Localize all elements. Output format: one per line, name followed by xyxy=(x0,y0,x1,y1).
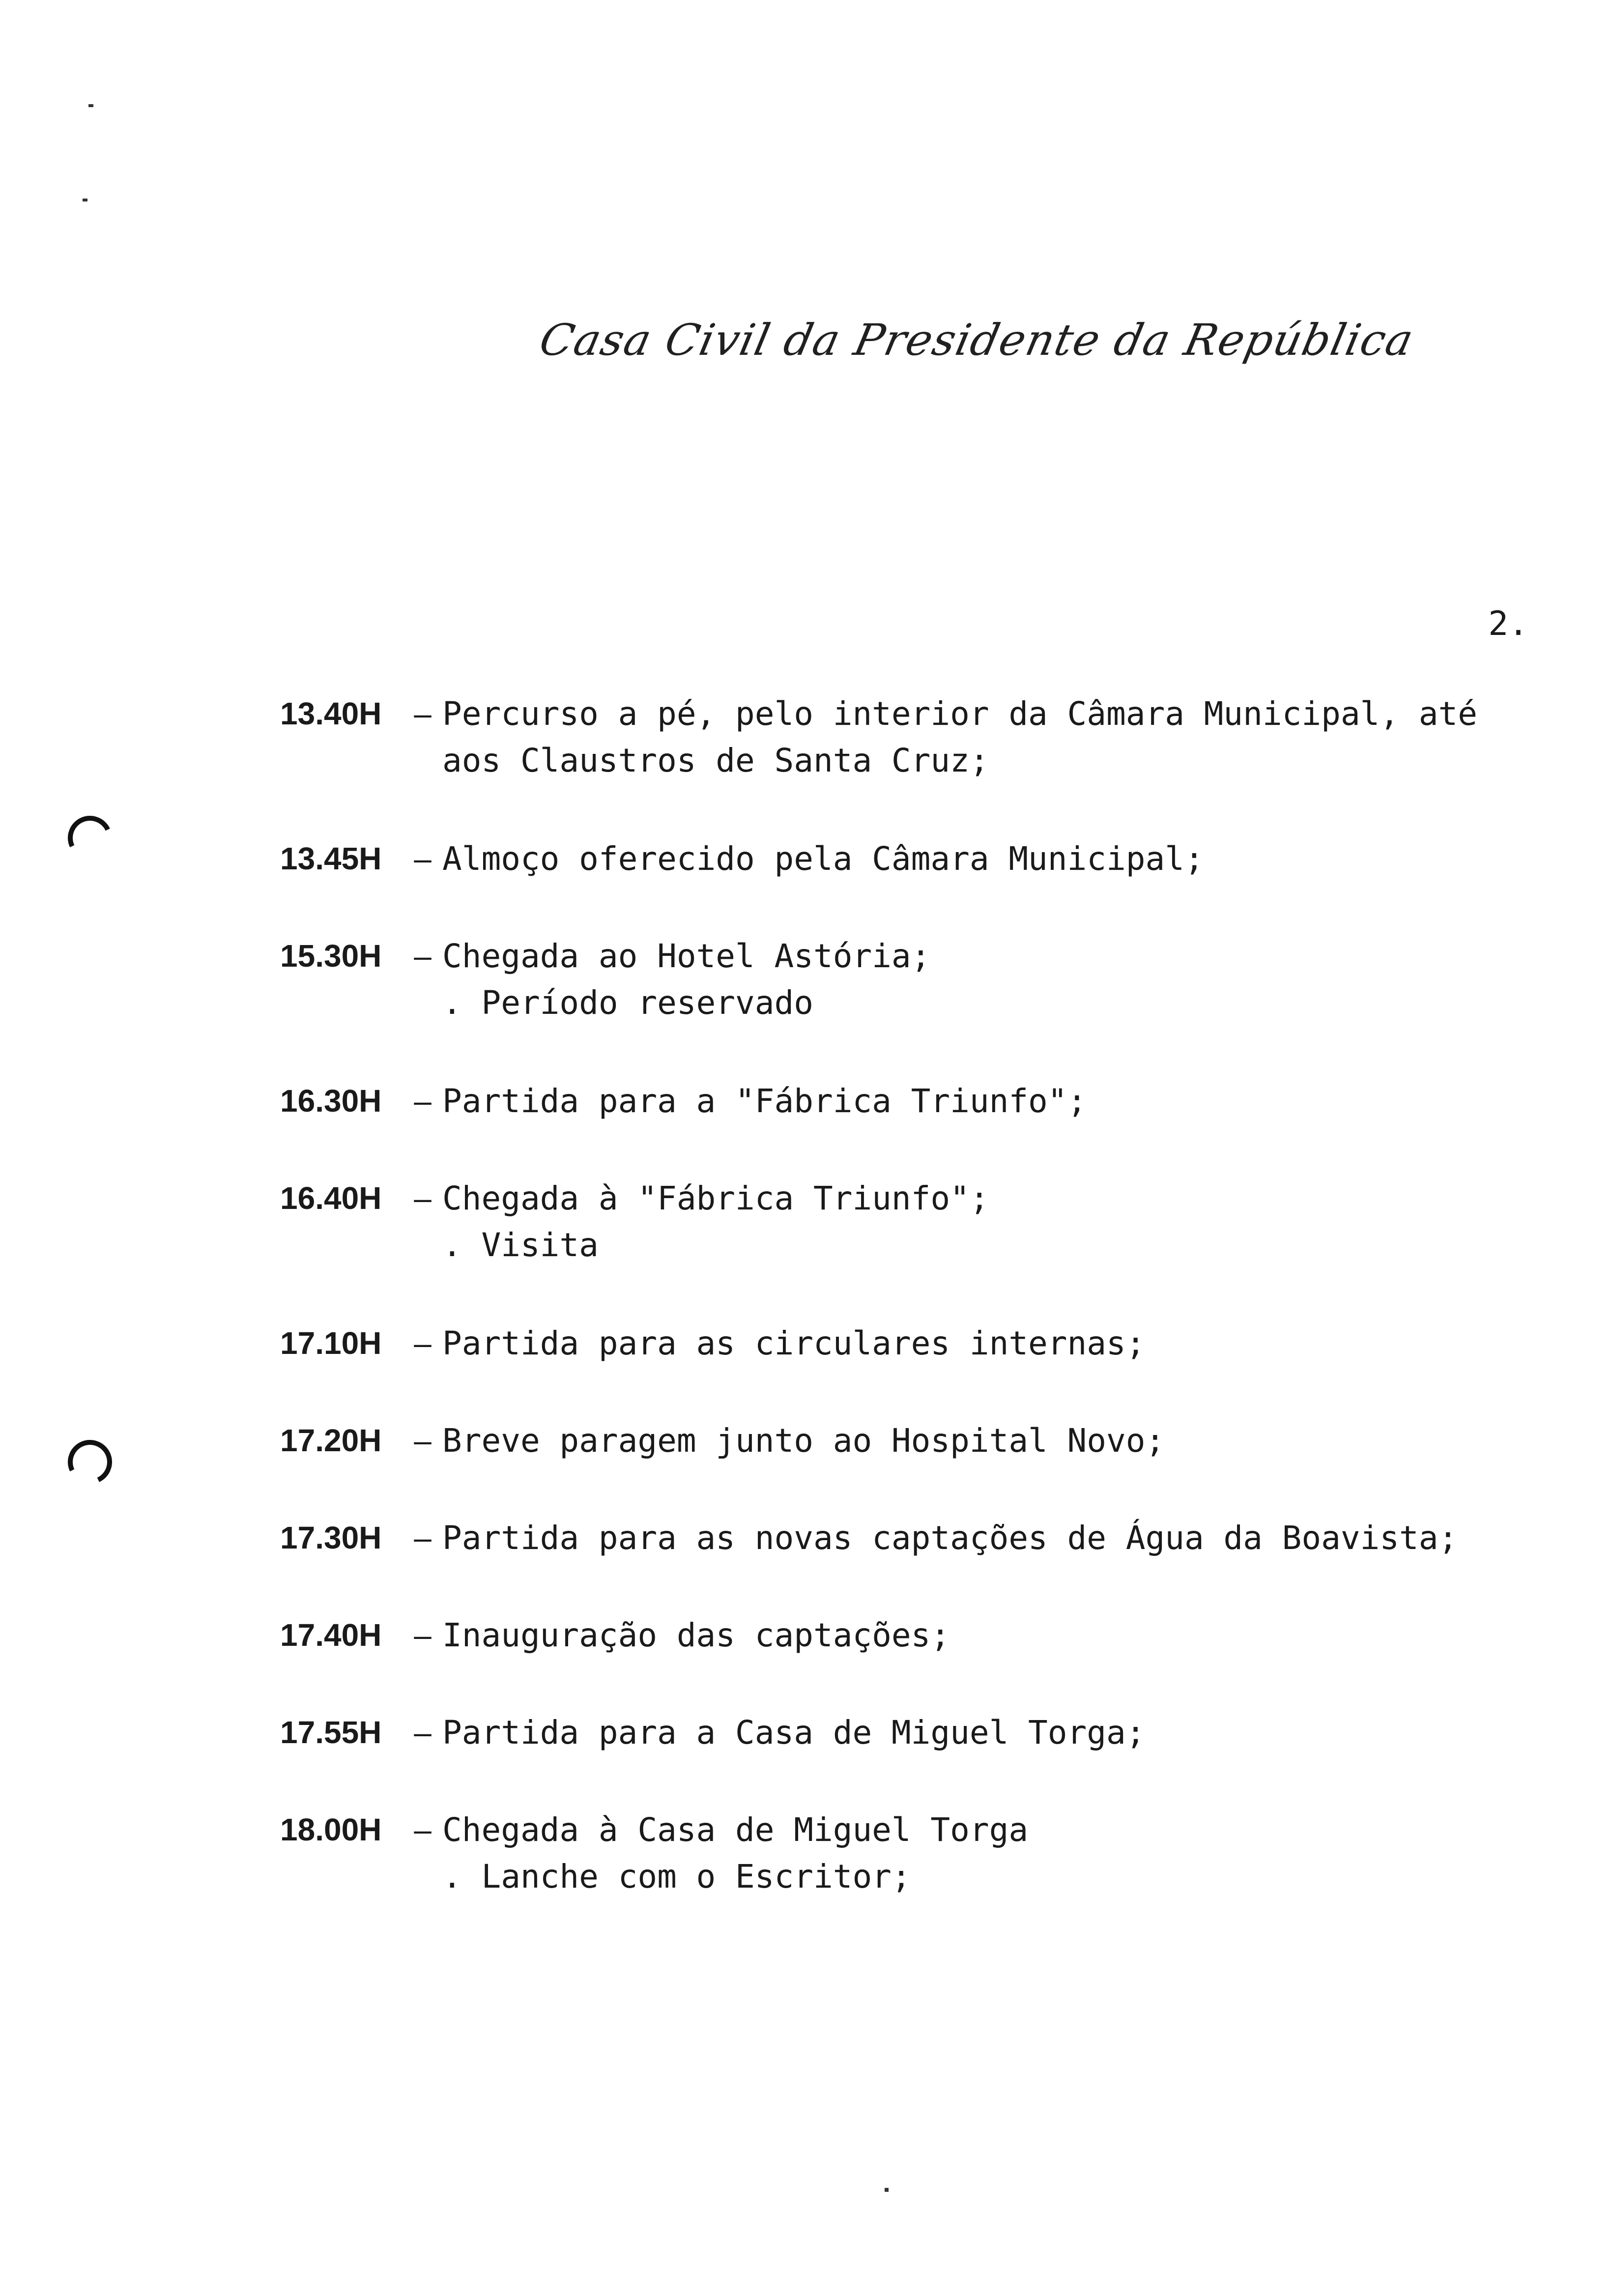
entry-dash: – xyxy=(414,1423,432,1458)
schedule-entry xyxy=(280,690,1538,784)
entry-time: 17.55H xyxy=(280,1715,382,1750)
entry-time: 16.40H xyxy=(280,1180,382,1216)
entry-line: Inauguração das captações; xyxy=(442,1616,950,1654)
entry-time: 16.30H xyxy=(280,1083,382,1119)
scan-speck xyxy=(83,199,87,201)
schedule-entry xyxy=(280,1807,1538,1900)
punch-hole-mark xyxy=(61,1434,118,1490)
entry-dash: – xyxy=(414,1617,432,1653)
schedule-entry xyxy=(280,1417,1538,1464)
letterhead: Casa Civil da Presidente da República xyxy=(535,315,1419,365)
entry-subitem: . Período reservado xyxy=(442,984,813,1022)
entry-description xyxy=(442,933,1538,1026)
entry-subitem: . Lanche com o Escritor; xyxy=(442,1858,911,1895)
schedule-entry xyxy=(280,1515,1538,1561)
schedule-entry xyxy=(280,1709,1538,1756)
entry-dash: – xyxy=(414,1715,432,1750)
entry-line: Percurso a pé, pelo interior da Câmara Municipal, até xyxy=(442,695,1477,733)
entry-description xyxy=(442,1175,1538,1268)
entry-description xyxy=(442,1612,1538,1659)
entry-time: 17.20H xyxy=(280,1423,382,1458)
schedule-entry xyxy=(280,1320,1538,1367)
entry-dash: – xyxy=(414,1520,432,1555)
scan-speck xyxy=(885,2188,889,2192)
entry-line: Almoço oferecido pela Câmara Municipal; xyxy=(442,840,1204,878)
schedule-entry xyxy=(280,835,1538,882)
entry-subitem: . Visita xyxy=(442,1226,599,1264)
entry-line: Chegada à "Fábrica Triunfo"; xyxy=(442,1179,989,1217)
entry-description xyxy=(442,1515,1538,1561)
page-number: 2. xyxy=(1488,604,1528,643)
schedule-entry xyxy=(280,1175,1538,1268)
schedule-entry xyxy=(280,933,1538,1026)
schedule-entry xyxy=(280,1078,1538,1124)
entry-dash: – xyxy=(414,696,432,731)
scan-speck xyxy=(88,104,93,107)
punch-hole-mark xyxy=(61,809,118,866)
schedule-entry xyxy=(280,1612,1538,1659)
entry-line: Chegada à Casa de Miguel Torga xyxy=(442,1811,1029,1849)
entry-description xyxy=(442,835,1538,882)
entry-dash: – xyxy=(414,1812,432,1847)
entry-dash: – xyxy=(414,1180,432,1216)
entry-line: Partida para as novas captações de Água da Boavista; xyxy=(442,1519,1458,1557)
entry-dash: – xyxy=(414,841,432,876)
entry-description xyxy=(442,1320,1538,1367)
entry-dash: – xyxy=(414,1325,432,1361)
entry-description xyxy=(442,1807,1538,1900)
entry-description xyxy=(442,1709,1538,1756)
entry-description xyxy=(442,1078,1538,1124)
entry-time: 13.40H xyxy=(280,696,382,731)
entry-time: 17.30H xyxy=(280,1520,382,1555)
entry-description xyxy=(442,1417,1538,1464)
entry-time: 17.10H xyxy=(280,1325,382,1361)
entry-time: 15.30H xyxy=(280,938,382,974)
schedule-list xyxy=(280,690,1538,1952)
entry-time: 18.00H xyxy=(280,1812,382,1847)
entry-dash: – xyxy=(414,938,432,974)
entry-line: Breve paragem junto ao Hospital Novo; xyxy=(442,1422,1165,1460)
entry-time: 13.45H xyxy=(280,841,382,876)
entry-line: Partida para a "Fábrica Triunfo"; xyxy=(442,1082,1087,1120)
entry-line: Chegada ao Hotel Astória; xyxy=(442,937,931,975)
entry-description xyxy=(442,690,1538,784)
entry-line: Partida para as circulares internas; xyxy=(442,1324,1146,1362)
entry-line: aos Claustros de Santa Cruz; xyxy=(442,742,989,779)
entry-time: 17.40H xyxy=(280,1617,382,1653)
entry-line: Partida para a Casa de Miguel Torga; xyxy=(442,1714,1146,1751)
entry-dash: – xyxy=(414,1083,432,1119)
